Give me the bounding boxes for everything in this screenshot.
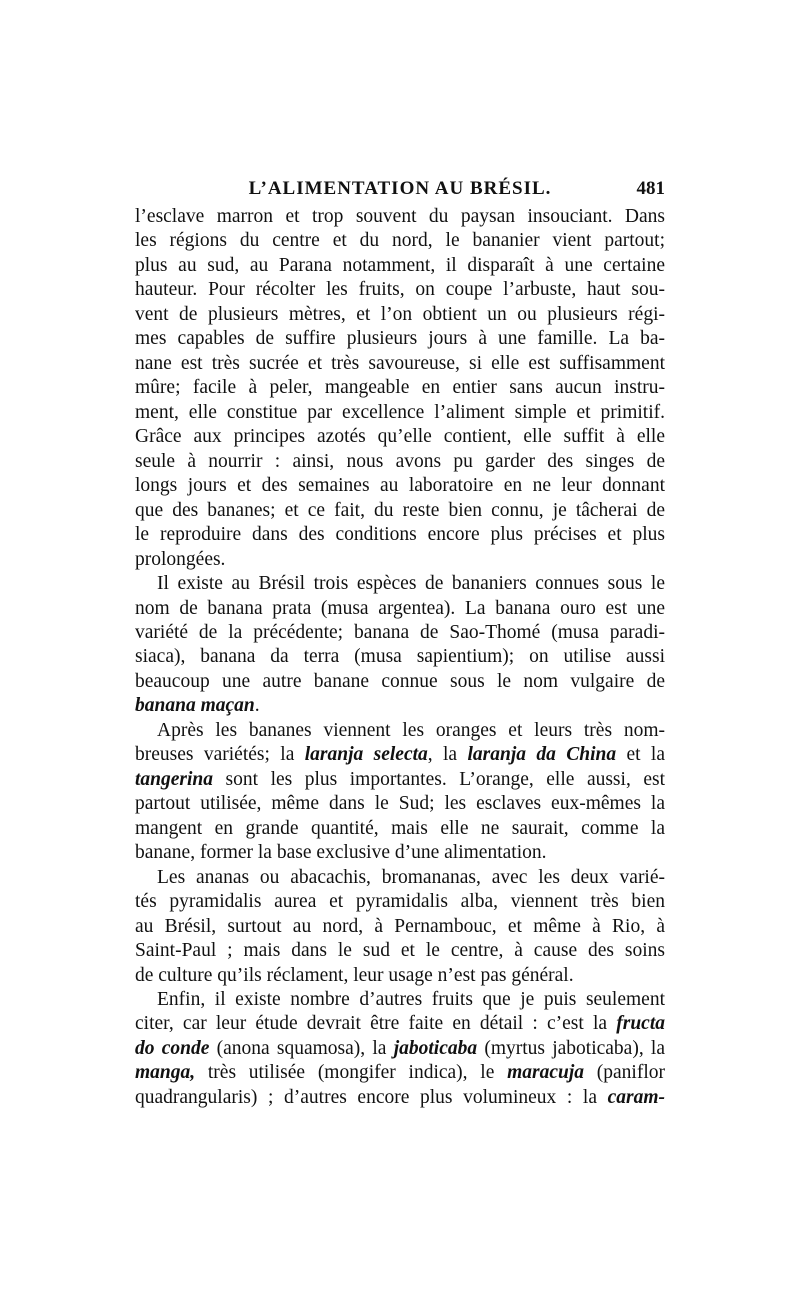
italic-term: banana maçan [135,695,255,717]
text-segment: le reproduire dans des conditions encore plus précises et plus [135,524,665,546]
text-line [135,1037,665,1061]
text-segment: Il existe au Brésil trois espèces de bananiers connues sous le [157,573,665,595]
text-line [135,719,665,743]
italic-term: jaboticaba [393,1037,478,1059]
text-segment: Enfin, il existe nombre d’autres fruits que je puis seulement [157,989,665,1010]
text-line [135,474,665,498]
text-line [135,303,665,327]
text-segment: tés pyramidalis aurea et pyramidalis alba, viennent très bien [135,891,665,913]
text-segment: et la [616,744,665,766]
text-segment: mûre; facile à peler, mangeable en entier sans aucun instru- [135,377,665,399]
text-line [135,401,665,425]
italic-term: manga, [135,1062,196,1084]
text-segment: de culture qu’ils réclament, leur usage n’est pas général. [135,964,574,986]
text-segment: plus au sud, au Parana notamment, il disparaît à une certaine [135,254,665,276]
text-line [135,450,665,474]
text-segment: Saint-Paul ; mais dans le sud et le centre, à cause des soins [135,940,665,962]
text-line [135,621,665,645]
text-line [135,327,665,351]
text-segment: quadrangularis) ; d’autres encore plus volumineux : la [135,1086,608,1108]
text-segment: mangent en grande quantité, mais elle ne saurait, comme la [135,817,665,839]
text-line [135,205,665,229]
text-line [135,254,665,278]
text-line [135,523,665,547]
text-line [135,743,665,767]
text-line [135,768,665,792]
text-segment: citer, car leur étude devrait être faite en détail : c’est la [135,1013,617,1035]
text-segment: . [254,695,260,717]
text-line [135,1012,665,1036]
text-line [135,670,665,694]
text-line [135,499,665,523]
text-segment: très utilisée (mongifer indica), le [195,1062,508,1084]
text-segment: beaucoup une autre banane connue sous le nom vulgaire de [135,670,665,692]
text-segment: ment, elle constitue par excellence l’aliment simple et primitif. [135,401,665,423]
text-segment: (paniflor [584,1062,665,1084]
running-head [135,178,665,204]
text-segment: au Brésil, surtout au nord, à Pernambouc, et même à Rio, à [135,915,665,937]
text-segment: breuses variétés; la [135,744,305,766]
text-segment: mes capables de suffire plusieurs jours à une famille. La ba- [135,328,665,350]
text-segment: siaca), banana da terra (musa sapientium); on utilise aussi [135,646,665,668]
text-line [135,817,665,841]
text-line [135,890,665,914]
text-line [135,572,665,596]
text-segment: banane, former la base exclusive d’une alimentation. [135,842,547,864]
text-line [135,229,665,253]
text-line [135,694,665,718]
text-segment: partout utilisée, même dans le Sud; les esclaves eux-mêmes la [135,793,665,815]
text-segment: les régions du centre et du nord, le bananier vient partout; [135,230,665,252]
text-segment: prolongées. [135,548,226,570]
italic-term: do conde [135,1037,210,1059]
text-segment: que des bananes; et ce fait, du reste bien connu, je tâcherai de [135,499,665,521]
text-segment: seule à nourrir : ainsi, nous avons pu garder des singes de [135,450,665,472]
text-segment: Après les bananes viennent les oranges et leurs très nom- [157,719,665,741]
text-line [135,597,665,621]
text-segment: (myrtus jaboticaba), la [477,1037,665,1059]
page-number: 481 [636,178,665,199]
text-segment: nom de banana prata (musa argentea). La banana ouro est une [135,597,665,619]
text-segment: (anona squamosa), la [209,1037,394,1059]
italic-term: fructa [616,1013,665,1035]
text-segment: l’esclave marron et trop souvent du paysan insouciant. Dans [135,206,665,227]
text-line [135,1086,665,1110]
text-segment: , la [427,744,468,766]
text-line [135,964,665,988]
text-line [135,841,665,865]
text-segment: sont les plus importantes. L’orange, elle aussi, est [213,768,665,790]
text-segment: variété de la précédente; banana de Sao-Thomé (musa paradi- [135,621,665,643]
text-line [135,939,665,963]
text-line [135,352,665,376]
text-line [135,645,665,669]
text-segment: Grâce aux principes azotés qu’elle contient, elle suffit à elle [135,426,665,448]
text-segment: nane est très sucrée et très savoureuse, si elle est suffisamment [135,352,665,374]
text-line [135,792,665,816]
italic-term: tangerina [135,768,214,790]
text-line [135,425,665,449]
body-text [135,205,665,1110]
text-segment: longs jours et des semaines au laboratoire en ne leur donnant [135,475,665,497]
text-line [135,1061,665,1085]
text-line [135,915,665,939]
italic-term: laranja da China [467,744,617,766]
running-title: L’ALIMENTATION AU BRÉSIL. [248,178,552,199]
text-line [135,988,665,1012]
text-segment: Les ananas ou abacachis, bromananas, avec les deux varié- [157,866,665,888]
text-segment: hauteur. Pour récolter les fruits, on coupe l’arbuste, haut sou- [135,279,665,301]
text-line [135,548,665,572]
text-line [135,278,665,302]
text-segment: vent de plusieurs mètres, et l’on obtient un ou plusieurs régi- [135,303,665,325]
italic-term: maracuja [507,1062,585,1084]
text-line [135,866,665,890]
italic-term: laranja selecta [304,744,428,766]
text-line [135,376,665,400]
italic-term: caram- [607,1086,665,1108]
